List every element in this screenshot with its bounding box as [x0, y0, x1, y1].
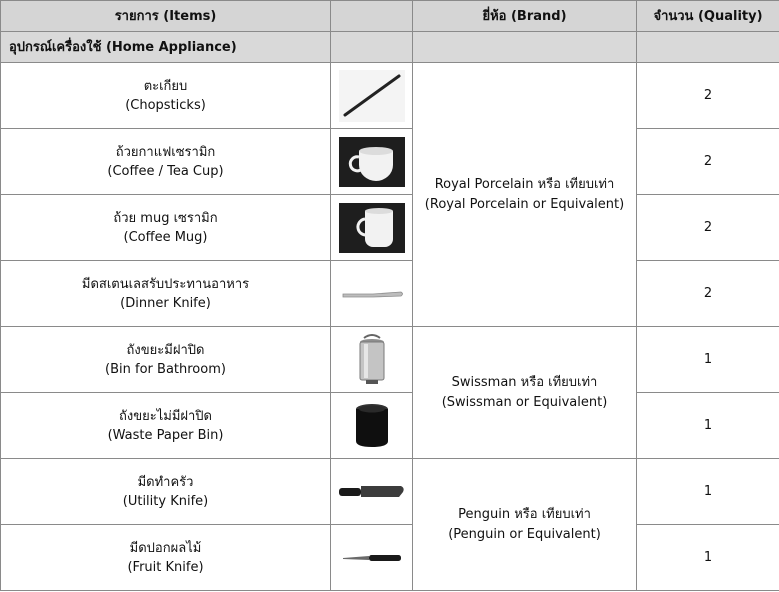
quantity-cell: 2 [637, 63, 779, 129]
table-row [1, 525, 779, 591]
item-cell [1, 525, 331, 591]
category-label: อุปกรณ์เครื่องใช้ (Home Appliance) [1, 32, 331, 63]
item-english-name: (Coffee / Tea Cup) [107, 163, 224, 179]
table-row [1, 327, 779, 393]
table-row [1, 63, 779, 129]
item-cell [1, 459, 331, 525]
quantity-cell: 2 [637, 129, 779, 195]
item-cell [1, 261, 331, 327]
brand-name-english: (Royal Porcelain or Equivalent) [424, 196, 625, 212]
brand-name: Penguin หรือ เทียบเท่า [458, 506, 591, 522]
item-english-name: (Waste Paper Bin) [107, 427, 224, 443]
brand-name: Royal Porcelain หรือ เทียบเท่า [434, 176, 615, 192]
picture-cell [331, 261, 413, 327]
quantity-cell: 1 [637, 393, 779, 459]
pedal-bin-icon [352, 332, 392, 388]
quantity-cell: 1 [637, 525, 779, 591]
item-english-name: (Utility Knife) [122, 493, 209, 509]
header-picture [331, 1, 413, 32]
item-thai-name: ถ้วยกาแฟเซรามิก [115, 144, 216, 160]
picture-cell [331, 525, 413, 591]
brand-name-english: (Swissman or Equivalent) [441, 394, 608, 410]
item-english-name: (Bin for Bathroom) [105, 361, 226, 377]
quantity-cell: 2 [637, 195, 779, 261]
chopsticks-icon [339, 70, 405, 122]
item-cell [1, 63, 331, 129]
item-cell [1, 195, 331, 261]
brand-cell [413, 63, 637, 327]
utility-knife-icon [337, 480, 407, 504]
category-empty-cell [637, 32, 779, 63]
item-thai-name: มีดสเตนเลสรับประทานอาหาร [81, 276, 250, 292]
item-cell [1, 129, 331, 195]
brand-cell [413, 459, 637, 591]
table-row [1, 459, 779, 525]
dinner-knife-icon [339, 284, 405, 304]
category-empty-cell [413, 32, 637, 63]
picture-cell [331, 63, 413, 129]
brand-cell [413, 327, 637, 459]
item-thai-name: ถังขยะไม่มีฝาปิด [119, 408, 212, 424]
table-row [1, 261, 779, 327]
brand-name-english: (Penguin or Equivalent) [448, 526, 601, 542]
picture-cell [331, 327, 413, 393]
coffee-cup-icon [339, 137, 405, 187]
table-row [1, 195, 779, 261]
item-cell [1, 327, 331, 393]
category-empty-cell [331, 32, 413, 63]
item-cell [1, 393, 331, 459]
item-thai-name: ตะเกียบ [143, 78, 188, 94]
item-thai-name: มีดทำครัว [137, 474, 194, 490]
item-english-name: (Chopsticks) [125, 97, 206, 113]
item-thai-name: ถ้วย mug เซรามิก [113, 210, 218, 226]
item-english-name: (Coffee Mug) [123, 229, 208, 245]
fruit-knife-icon [339, 550, 405, 566]
item-thai-name: มีดปอกผลไม้ [129, 540, 202, 556]
quantity-cell: 1 [637, 327, 779, 393]
item-thai-name: ถังขยะมีฝาปิด [126, 342, 205, 358]
table-row [1, 129, 779, 195]
item-english-name: (Fruit Knife) [127, 559, 204, 575]
picture-cell [331, 393, 413, 459]
category-row [1, 32, 779, 63]
waste-bin-icon [350, 399, 394, 453]
picture-cell [331, 195, 413, 261]
header-quantity: จำนวน (Quality) [637, 1, 779, 32]
coffee-mug-icon [339, 203, 405, 253]
header-items: รายการ (Items) [1, 1, 331, 32]
header-brand: ยี่ห้อ (Brand) [413, 1, 637, 32]
item-english-name: (Dinner Knife) [120, 295, 211, 311]
table-header-row [1, 1, 779, 32]
quantity-cell: 1 [637, 459, 779, 525]
picture-cell [331, 129, 413, 195]
quantity-cell: 2 [637, 261, 779, 327]
brand-name: Swissman หรือ เทียบเท่า [451, 374, 598, 390]
table-row [1, 393, 779, 459]
picture-cell [331, 459, 413, 525]
